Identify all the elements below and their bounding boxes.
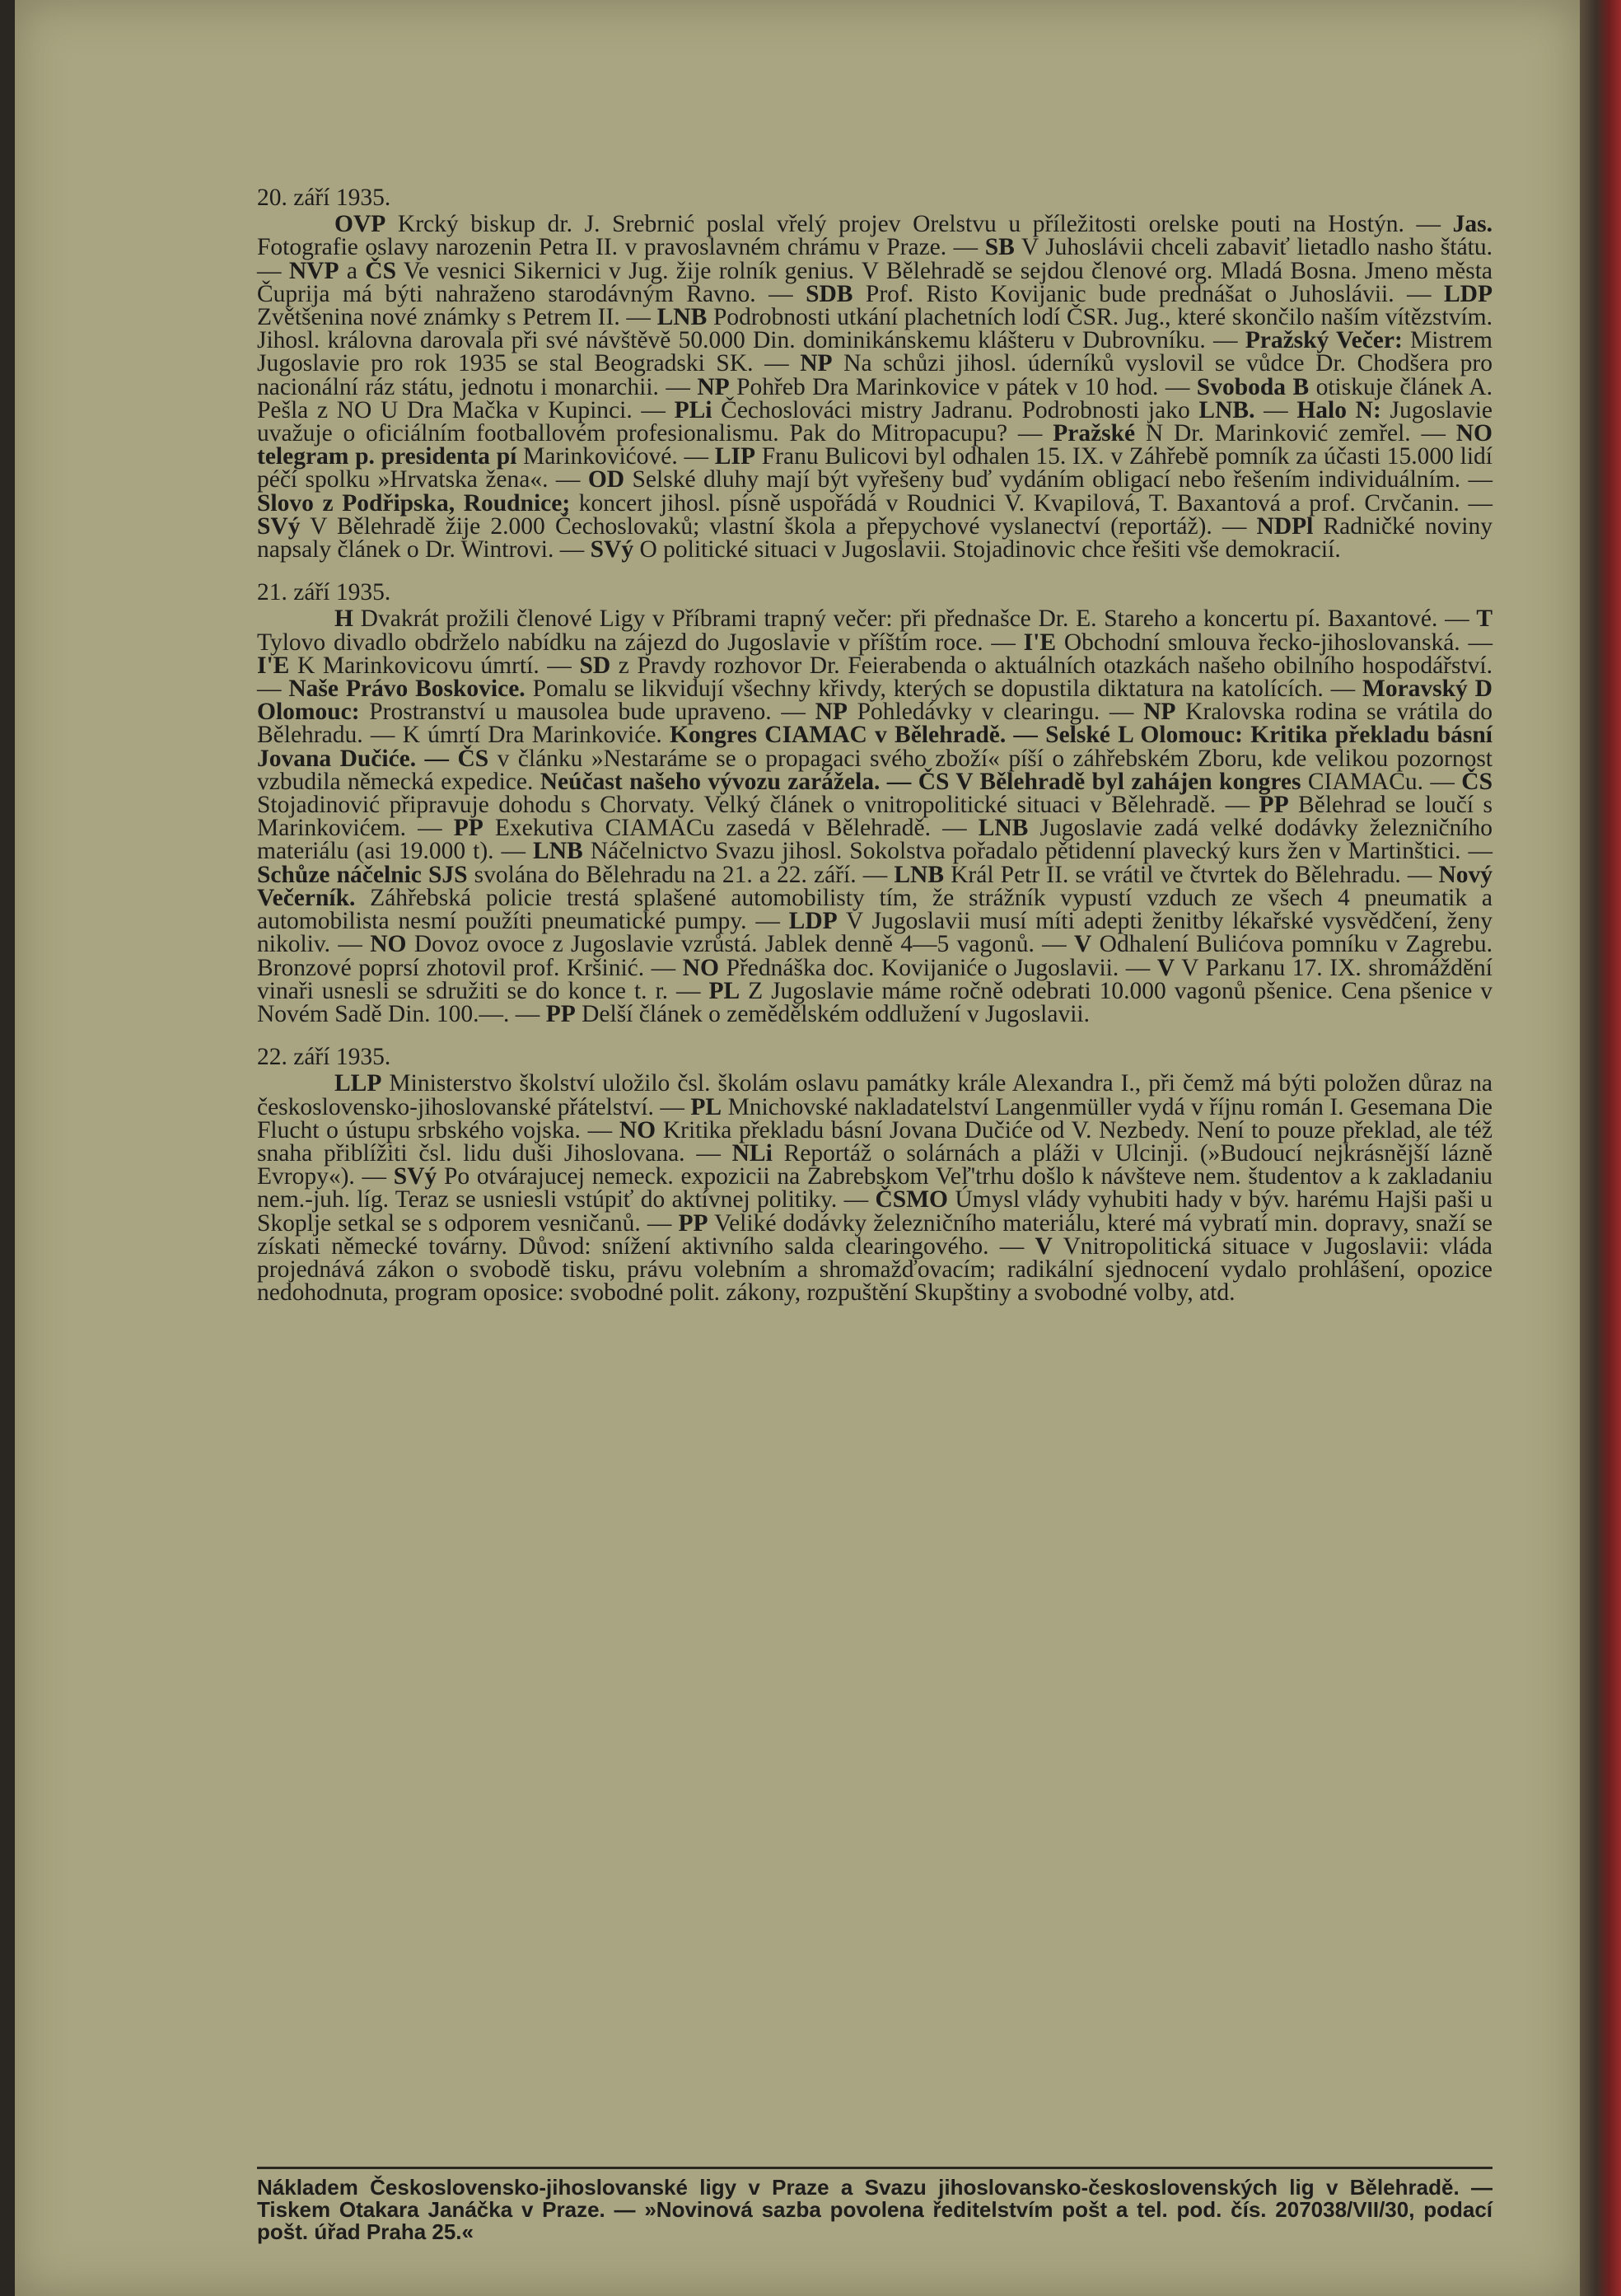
body-text: Odhalení Bulićova pomníku v Zagrebu. Bronzové poprsí zhotovil prof. Kršinić. — <box>257 931 1493 981</box>
source-abbrev: SB <box>984 234 1015 261</box>
body-text: svolána do Bělehradu na 21. a 22. září. — <box>467 861 895 888</box>
source-abbrev: PP <box>1259 792 1289 819</box>
body-text: Po otvárajucej nemeck. expozicii na Zabrebskom Veľ'trhu došlo k návšteve nem. študentov a k zakladaniu nem.-juh. líg. Teraz se usniesli vstúpiť do aktívnej politiky. — <box>257 1163 1493 1213</box>
imprint-footer: Nákladem Československo-jihoslovanské ligy v Praze a Svazu jihoslovansko-československých lig v Bělehradě. — Tiskem Otakara Janáčka v Praze. — »Novinová sazba povolena ředitelstvím pošt a tel. pod. čís. 207038/VII/30, podací pošt. úřad Praha 25.« <box>257 2175 1493 2244</box>
source-abbrev: ČS <box>1461 768 1493 795</box>
source-abbrev: NVP <box>288 257 339 284</box>
body-text: Přednáška doc. Kovijaniće o Jugoslavii. — <box>719 954 1157 981</box>
source-abbrev: SDB <box>806 280 853 307</box>
body-text: Pohřeb Dra Marinkovice v pátek v 10 hod. — <box>729 373 1197 400</box>
day-section <box>257 1044 1493 1307</box>
source-abbrev: LNB. <box>1198 396 1255 423</box>
body-text: Bělehrad se loučí s Marinkovićem. — <box>257 792 1493 842</box>
body-text: Krcký biskup dr. J. Srebrnić poslal vřelý projev Orelstvu u příležitosti orelske pouti na Hostýn. — <box>385 211 1453 238</box>
body-text: Kritika překladu básní Jovana Dučiće od V. Nezbedy. Není to pouze překlad, ale též snaha přiblížiti čsl. lidu duši Jihoslovana. — <box>257 1116 1493 1167</box>
source-abbrev: PP <box>453 815 483 842</box>
section-date: 21. září 1935. <box>257 579 391 606</box>
body-text: Kralovska rodina se vrátila do Bělehradu. — K úmrtí Dra Marinkoviće. <box>257 699 1493 749</box>
source-abbrev: Svoboda B <box>1196 373 1310 400</box>
source-abbrev: H <box>334 606 353 633</box>
page-content <box>257 186 1493 1324</box>
source-abbrev: Slovo z Podřipska, Roudnice; <box>257 489 571 517</box>
source-abbrev: PLi <box>674 396 712 423</box>
body-text: — <box>1254 396 1297 423</box>
body-text: a <box>339 257 366 284</box>
body-text: Ve vesnici Sikernici v Jug. žije rolník genius. V Bělehradě se sejdou členové org. Mladá Bosna. Jmeno města Čuprija má býti nahraženo starodávným Ravno. — <box>257 257 1493 307</box>
body-text: koncert jihosl. písně uspořádá v Roudnici V. Kvapilová, T. Baxantová a prof. Crvčanin. — <box>570 489 1493 517</box>
source-abbrev: PP <box>678 1209 708 1237</box>
body-text: v článku »Nestaráme se o propagaci svého zboží« píší o záhřebském Zboru, kde velikou pozornost vzbudila německá expedice. <box>257 745 1493 795</box>
source-abbrev: NP <box>815 699 848 726</box>
source-abbrev: Halo N: <box>1296 396 1381 423</box>
source-abbrev: SVý <box>590 536 634 563</box>
body-text: Stojadinović připravuje dohodu s Chorvaty. Velký článek o vnitropolitické situaci v Bělehradě. — <box>257 792 1259 819</box>
body-text: Pomalu se likvidují všechny křivdy, kterých se dopustila diktatura na katolících. — <box>525 676 1362 703</box>
body-text: Reportáž o solárnách a pláži v Ulcinji. (»Budoucí nejkrásnější lázně Evropy«). — <box>257 1139 1493 1190</box>
body-text: Prof. Risto Kovijanic bude prednášat o Juhoslávii. — <box>853 280 1444 307</box>
body-text: Podrobnosti utkání plachetních lodí ČSR. Jug., které skončilo naším vítězstvím. Jihosl. královna darovala při své návštěvě 50.000 Din. dominikánskemu klášteru v Dubrovníku. — <box>257 304 1493 354</box>
source-abbrev: Pražský Večer: <box>1245 327 1403 354</box>
body-text: otiskuje článek A. Pešla z NO U Dra Mačka v Kupinci. — <box>257 373 1493 423</box>
source-abbrev: LDP <box>1444 280 1493 307</box>
body-text: CIAMACu. — <box>1301 768 1462 795</box>
source-abbrev: Kongres CIAMAC v Bělehradě. — Selské L Olomouc: Kritika překladu básní Jovana Dučiće. — ČS <box>257 722 1493 772</box>
source-abbrev: NP <box>697 373 730 400</box>
source-abbrev: V <box>1156 954 1175 981</box>
day-section <box>257 186 1493 561</box>
body-text: Čechoslováci mistry Jadranu. Podrobnosti jako <box>712 396 1199 423</box>
source-abbrev: LNB <box>978 815 1029 842</box>
body-text: Jugoslavie zadá velké dodávky železničního materiálu (asi 19.000 t). — <box>257 815 1493 865</box>
body-text: Veliké dodávky železničního materiálu, které má vybratí min. dopravy, snaží se získati německé továrny. Důvod: snížení aktivního salda clearingového. — <box>257 1209 1493 1260</box>
body-text: Dvakrát prožili členové Ligy v Příbrami trapný večer: při přednašce Dr. E. Stareho a koncertu pí. Baxantové. — <box>353 606 1477 633</box>
source-abbrev: PL <box>708 977 740 1004</box>
body-text: Delší článek o zemědělském oddlužení v Jugoslavii. <box>575 1000 1090 1027</box>
source-abbrev: Pražské <box>1053 420 1136 447</box>
body-text: Exekutiva CIAMACu zasedá v Bělehradě. — <box>483 815 979 842</box>
section-date: 20. září 1935. <box>257 185 391 211</box>
body-text: Vnitropolitická situace v Jugoslavii: vláda projednává zákon o svobodě tisku, právu volebním a shromažďovacím; radikální sjednocení vydalo prohlášení, opozice nedohodnuta, program oposice: svobodné polit. zákony, rozpuštění Skupštiny a svobodné volby, atd. <box>257 1232 1493 1307</box>
source-abbrev: V <box>1035 1232 1053 1260</box>
body-text: Ministerstvo školství uložilo čsl. školám oslavu památky krále Alexandra I., při čemž má býti položen důraz na československo-jihoslovanské přátelství. — <box>257 1070 1493 1120</box>
source-abbrev: Neúčast našeho vývozu zarážela. — ČS V Bělehradě byl zahájen kongres <box>540 768 1301 795</box>
section-date: 22. září 1935. <box>257 1044 391 1071</box>
source-abbrev: I'E <box>257 652 290 679</box>
body-text: Pohledávky v clearingu. — <box>847 699 1144 726</box>
body-text: Radničké noviny napsaly článek o Dr. Wintrovi. — <box>257 512 1493 563</box>
source-abbrev: T <box>1476 606 1493 633</box>
body-text: Z Jugoslavie máme ročně odebrati 10.000 vagonů pšenice. Cena pšenice v Novém Sadě Din. 100.—. — <box>257 977 1493 1027</box>
source-abbrev: LNB <box>656 304 708 331</box>
source-abbrev: SVý <box>257 512 301 540</box>
body-text: Fotografie oslavy narozenin Petra II. v pravoslavném chrámu v Praze. — <box>257 234 985 261</box>
source-abbrev: LIP <box>714 443 755 470</box>
day-section <box>257 581 1493 1026</box>
source-abbrev: PL <box>690 1093 722 1120</box>
source-abbrev: NO telegram p. presidenta pí <box>257 420 1493 470</box>
source-abbrev: OVP <box>334 211 386 238</box>
source-abbrev: LLP <box>334 1070 382 1097</box>
source-abbrev: NO <box>370 931 407 958</box>
source-abbrev: PP <box>545 1000 576 1027</box>
source-abbrev: SD <box>579 652 611 679</box>
source-abbrev: NO <box>682 954 719 981</box>
body-text: z Pravdy rozhovor Dr. Feierabenda o aktuálních otazkách našeho obilního hospodářství. — <box>257 652 1493 703</box>
source-abbrev: NDPl <box>1256 512 1314 540</box>
body-text: V Jugoslavii musí míti adepti ženitby lékařské vysvědčení, ženy nikoliv. — <box>257 908 1493 958</box>
section-body <box>257 213 1493 561</box>
body-text: Dovoz ovoce z Jugoslavie vzrůstá. Jablek denně 4—5 vagonů. — <box>406 931 1075 958</box>
body-text: Úmysl vlády vyhubiti hady v býv. harému Hajši paši u Skoplje setkal se s odporem vesničanů. — <box>257 1186 1493 1237</box>
body-text: Mnichovské nakladatelství Langenmüller vydá v říjnu román I. Gesemana Die Flucht o ústupu srbského vojska. — <box>257 1093 1493 1143</box>
body-text: Mistrem Jugoslavie pro rok 1935 se stal Beogradski SK. — <box>257 327 1493 377</box>
source-abbrev: LNB <box>533 838 583 865</box>
body-text: Obchodní smlouva řecko-jihoslovanská. — <box>1056 629 1493 656</box>
source-abbrev: OD <box>587 466 625 493</box>
section-body <box>257 607 1493 1026</box>
body-text: O politické situaci v Jugoslavii. Stojadinovic chce řešiti vše demokracií. <box>633 536 1341 563</box>
body-text: Král Petr II. se vrátil ve čtvrtek do Bělehradu. — <box>944 861 1439 888</box>
body-text: V Parkanu 17. IX. shromáždění vinaři usnesli se sdružiti se do konce t. r. — <box>257 954 1493 1004</box>
source-abbrev: NO <box>619 1116 656 1143</box>
body-text: Jugoslavie uvažuje o oficiálním footballovém profesionalismu. Pak do Mitropacupu? — <box>257 396 1493 447</box>
source-abbrev: Jas. <box>1452 211 1493 238</box>
body-text: Na schůzi jihosl. úderníků vyslovil se vůdce Dr. Chodšera pro nacionální ráz státu, jednotu i monarchii. — <box>257 350 1493 400</box>
source-abbrev: NLi <box>731 1139 773 1167</box>
body-text: Záhřebská policie trestá splašené automobilisty tím, že strážník vypustí vzduch ze všech 4 pneumatik a automobilista nesmí použíti pneumatické pumpy. — <box>257 884 1493 935</box>
binding-edge <box>1580 0 1621 2296</box>
body-text: Tylovo divadlo obdrželo nabídku na zájezd do Jugoslavie v příštím roce. — <box>257 629 1024 656</box>
body-text: Marinkovićové. — <box>516 443 715 470</box>
body-text: N Dr. Marinković zemřel. — <box>1135 420 1456 447</box>
source-abbrev: ČSMO <box>875 1186 948 1213</box>
footer-rule <box>257 2167 1493 2169</box>
section-body <box>257 1070 1493 1307</box>
source-abbrev: NP <box>1143 699 1176 726</box>
source-abbrev: LNB <box>894 861 945 888</box>
body-text: Selské dluhy mají být vyřešeny buď vydáním obligací nebo řešením individuálním. — <box>624 466 1493 493</box>
source-abbrev: NP <box>800 350 833 377</box>
body-text: V Juhoslávii chceli zabaviť lietadlo nasho štátu. — <box>257 234 1493 284</box>
source-abbrev: I'E <box>1023 629 1057 656</box>
body-text: K Marinkovicovu úmrtí. — <box>289 652 580 679</box>
body-text: V Bělehradě žije 2.000 Čechoslovaků; vlastní škola a přepychové vyslanectví (reportáž). — <box>300 512 1257 540</box>
source-abbrev: ČS <box>365 257 396 284</box>
body-text: Prostranství u mausolea bude upraveno. — <box>359 699 815 726</box>
body-text: Zvětšenina nové známky s Petrem II. — <box>257 304 657 331</box>
body-text: Franu Bulicovi byl odhalen 15. IX. v Záhřebě pomník za účasti 15.000 lidí péčí spolku »Hrvatska žena«. — <box>257 443 1493 493</box>
source-abbrev: SVý <box>393 1163 437 1190</box>
source-abbrev: V <box>1074 931 1092 958</box>
source-abbrev: LDP <box>788 908 838 935</box>
source-abbrev: Moravský D Olomouc: <box>257 676 1493 726</box>
body-text: Náčelnictvo Svazu jihosl. Sokolstva pořadalo pětidenní plavecký kurs žen v Martinštici. — <box>582 838 1493 865</box>
source-abbrev: Nový Večerník. <box>257 861 1493 911</box>
source-abbrev: Schůze náčelnic SJS <box>257 861 468 888</box>
source-abbrev: Naše Právo Boskovice. <box>288 676 526 703</box>
